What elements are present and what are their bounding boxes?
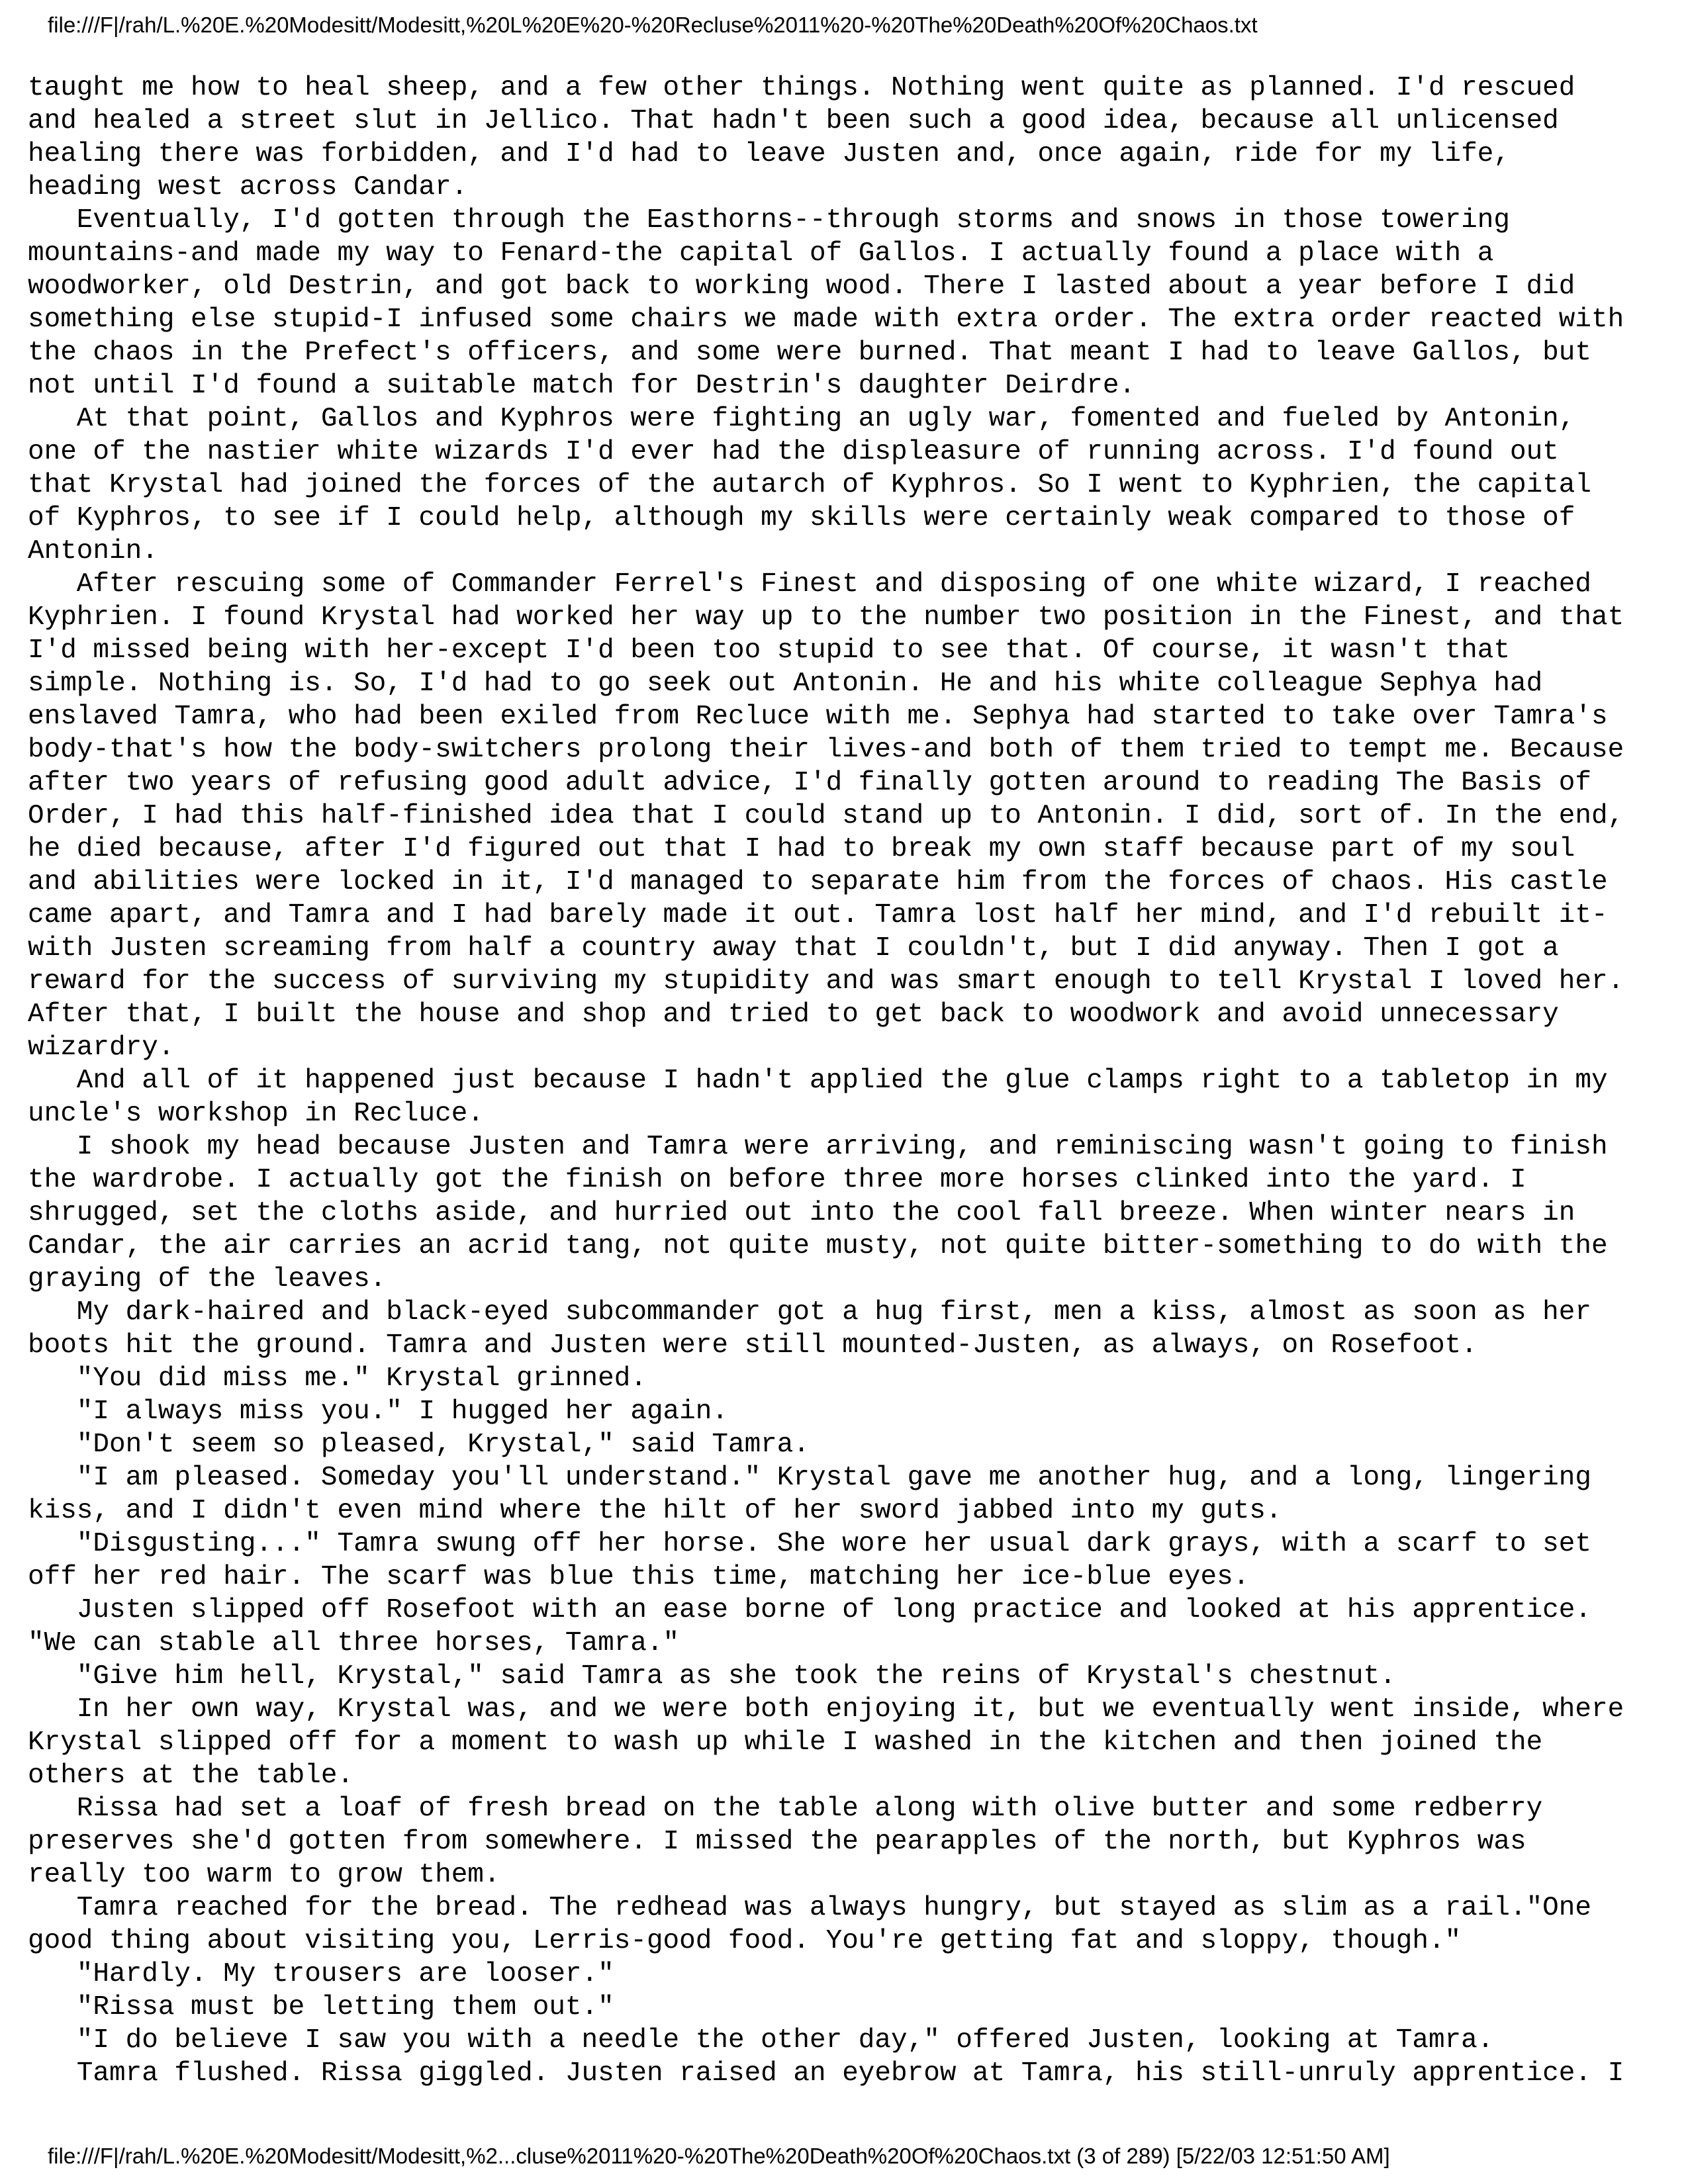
text-line: one of the nastier white wizards I'd ever had the displeasure of running across. I'd found out bbox=[28, 437, 1559, 467]
text-line: "I do believe I saw you with a needle the other day," offered Justen, looking at Tamra. bbox=[28, 2025, 1494, 2056]
text-line: "You did miss me." Krystal grinned. bbox=[28, 1363, 647, 1394]
text-line: Justen slipped off Rosefoot with an ease borne of long practice and looked at his apprentice. bbox=[28, 1595, 1591, 1625]
text-line: graying of the leaves. bbox=[28, 1264, 387, 1295]
text-line: with Justen screaming from half a country away that I couldn't, but I did anyway. Then I got a bbox=[28, 933, 1559, 964]
text-line: "Don't seem so pleased, Krystal," said Tamra. bbox=[28, 1430, 810, 1460]
text-line: Eventually, I'd gotten through the Easthorns--through storms and snows in those towering bbox=[28, 205, 1510, 236]
header-file-path: file:///F|/rah/L.%20E.%20Modesitt/Modesitt,%20L%20E%20-%20Recluse%2011%20-%20The%20Death%20Of%20Chaos.txt bbox=[48, 13, 1258, 37]
text-line: shrugged, set the cloths aside, and hurried out into the cool fall breeze. When winter nears in bbox=[28, 1198, 1575, 1228]
text-line: good thing about visiting you, Lerris-good food. You're getting fat and sloppy, though." bbox=[28, 1926, 1462, 1956]
text-line: and healed a street slut in Jellico. That hadn't been such a good idea, because all unlicensed bbox=[28, 106, 1559, 136]
text-line: woodworker, old Destrin, and got back to working wood. There I lasted about a year before I did bbox=[28, 271, 1575, 302]
text-line: Tamra reached for the bread. The redhead was always hungry, but stayed as slim as a rail."One bbox=[28, 1893, 1591, 1923]
text-line: taught me how to heal sheep, and a few other things. Nothing went quite as planned. I'd rescued bbox=[28, 73, 1575, 103]
text-line: heading west across Candar. bbox=[28, 172, 468, 203]
text-line: body-that's how the body-switchers prolong their lives-and both of them tried to tempt me. Because bbox=[28, 735, 1624, 765]
text-line: Antonin. bbox=[28, 536, 158, 567]
text-line: off her red hair. The scarf was blue this time, matching her ice-blue eyes. bbox=[28, 1562, 1250, 1592]
text-line: healing there was forbidden, and I'd had to leave Justen and, once again, ride for my life, bbox=[28, 139, 1510, 169]
text-line: Kyphrien. I found Krystal had worked her way up to the number two position in the Finest, and that bbox=[28, 602, 1624, 633]
text-line: came apart, and Tamra and I had barely made it out. Tamra lost half her mind, and I'd rebuilt it- bbox=[28, 900, 1608, 931]
text-line: I shook my head because Justen and Tamra were arriving, and reminiscing wasn't going to finish bbox=[28, 1132, 1608, 1162]
text-line: mountains-and made my way to Fenard-the capital of Gallos. I actually found a place with a bbox=[28, 238, 1494, 269]
text-line: At that point, Gallos and Kyphros were fighting an ugly war, fomented and fueled by Antonin, bbox=[28, 404, 1575, 434]
text-line: After that, I built the house and shop and tried to get back to woodwork and avoid unnecessary bbox=[28, 999, 1559, 1030]
text-line: really too warm to grow them. bbox=[28, 1860, 500, 1890]
text-line: after two years of refusing good adult advice, I'd finally gotten around to reading The Basis of bbox=[28, 768, 1591, 798]
footer-file-path: file:///F|/rah/L.%20E.%20Modesitt/Modesitt,%2...cluse%2011%20-%20The%20Death%20Of%20Chaos.txt (3 of 289) [5/22/03 12:51:50 AM] bbox=[48, 2144, 1390, 2168]
text-line: and abilities were locked in it, I'd managed to separate him from the forces of chaos. His castle bbox=[28, 867, 1608, 897]
text-line: My dark-haired and black-eyed subcommander got a hug first, men a kiss, almost as soon as her bbox=[28, 1297, 1591, 1328]
text-line: Rissa had set a loaf of fresh bread on the table along with olive butter and some redberry bbox=[28, 1794, 1543, 1824]
text-line: After rescuing some of Commander Ferrel's Finest and disposing of one white wizard, I reached bbox=[28, 569, 1591, 600]
text-line: "Disgusting..." Tamra swung off her horse. She wore her usual dark grays, with a scarf to set bbox=[28, 1529, 1591, 1559]
text-line: I'd missed being with her-except I'd been too stupid to see that. Of course, it wasn't that bbox=[28, 635, 1510, 666]
text-line: Candar, the air carries an acrid tang, not quite musty, not quite bitter-something to do with the bbox=[28, 1231, 1608, 1261]
text-line: of Kyphros, to see if I could help, although my skills were certainly weak compared to those of bbox=[28, 503, 1575, 533]
text-line: "We can stable all three horses, Tamra." bbox=[28, 1628, 680, 1659]
text-line: that Krystal had joined the forces of the autarch of Kyphros. So I went to Kyphrien, the capital bbox=[28, 470, 1591, 500]
text-line: he died because, after I'd figured out that I had to break my own staff because part of my soul bbox=[28, 834, 1575, 864]
text-line: "Rissa must be letting them out." bbox=[28, 1992, 614, 2023]
text-line: "Give him hell, Krystal," said Tamra as she took the reins of Krystal's chestnut. bbox=[28, 1661, 1396, 1692]
text-line: others at the table. bbox=[28, 1760, 354, 1791]
text-line: the wardrobe. I actually got the finish on before three more horses clinked into the yard. I bbox=[28, 1165, 1526, 1195]
text-line: preserves she'd gotten from somewhere. I missed the pearapples of the north, but Kyphros was bbox=[28, 1827, 1526, 1857]
text-line: Order, I had this half-finished idea that I could stand up to Antonin. I did, sort of. In the end, bbox=[28, 801, 1624, 831]
text-line: uncle's workshop in Recluce. bbox=[28, 1099, 484, 1129]
text-line: "Hardly. My trousers are looser." bbox=[28, 1959, 614, 1989]
text-line: Tamra flushed. Rissa giggled. Justen raised an eyebrow at Tamra, his still-unruly apprentice. I bbox=[28, 2058, 1624, 2089]
text-line: simple. Nothing is. So, I'd had to go seek out Antonin. He and his white colleague Sephya had bbox=[28, 668, 1543, 699]
text-line: boots hit the ground. Tamra and Justen were still mounted-Justen, as always, on Rosefoot. bbox=[28, 1330, 1477, 1361]
text-line: wizardry. bbox=[28, 1032, 175, 1063]
text-line: reward for the success of surviving my stupidity and was smart enough to tell Krystal I loved her. bbox=[28, 966, 1624, 997]
text-line: "I am pleased. Someday you'll understand." Krystal gave me another hug, and a long, lingering bbox=[28, 1463, 1591, 1493]
text-line: something else stupid-I infused some chairs we made with extra order. The extra order reacted with bbox=[28, 304, 1624, 335]
text-line: In her own way, Krystal was, and we were both enjoying it, but we eventually went inside, where bbox=[28, 1694, 1624, 1725]
text-line: enslaved Tamra, who had been exiled from Recluce with me. Sephya had started to take over Tamra's bbox=[28, 702, 1608, 732]
text-line: the chaos in the Prefect's officers, and some were burned. That meant I had to leave Gallos, but bbox=[28, 338, 1591, 368]
text-line: kiss, and I didn't even mind where the hilt of her sword jabbed into my guts. bbox=[28, 1496, 1282, 1526]
text-line: not until I'd found a suitable match for Destrin's daughter Deirdre. bbox=[28, 371, 1136, 401]
text-line: "I always miss you." I hugged her again. bbox=[28, 1396, 728, 1427]
text-line: And all of it happened just because I hadn't applied the glue clamps right to a tabletop in my bbox=[28, 1066, 1608, 1096]
document-body bbox=[28, 71, 1669, 2090]
text-line: Krystal slipped off for a moment to wash up while I washed in the kitchen and then joined the bbox=[28, 1727, 1543, 1758]
